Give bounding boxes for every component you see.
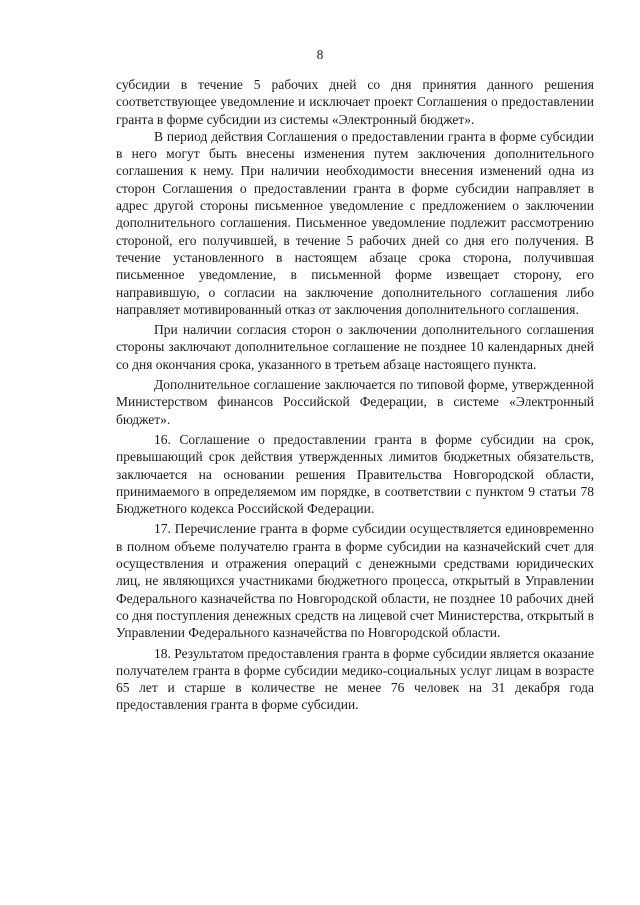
page-number: 8	[316, 47, 324, 62]
paragraph-item-16: 16. Соглашение о предоставлении гранта в форме субсидии на срок, превышающий срок действия утвержденных лимитов бюджетных обязательств, заключается на основании решения Правительства Новгородской области, принимаемого в определяемом им порядке, в соответствии с пунктом 9 статьи 78 Бюджетного кодекса Российской Федерации.	[116, 431, 594, 517]
paragraph-item-17: 17. Перечисление гранта в форме субсидии осуществляется единовременно в полном объеме получателю гранта в форме субсидии на казначейский счет для осуществления и отражения операций с денежными средствами юридических лиц, не являющихся участниками бюджетного процесса, открытый в Управлении Федерального казначейства по Новгородской области, не позднее 10 рабочих дней со дня поступления денежных средств на лицевой счет Министерства, открытый в Управлении Федерального казначейства по Новгородской области.	[116, 521, 594, 641]
document-body	[116, 76, 594, 714]
paragraph-item-18: 18. Результатом предоставления гранта в форме субсидии является оказание получателем гранта в форме субсидии медико-социальных услуг лицам в возрасте 65 лет и старше в количестве не менее 76 человек на 31 декабря года предоставления гранта в форме субсидии.	[116, 645, 594, 713]
paragraph-continuation: субсидии в течение 5 рабочих дней со дня принятия данного решения соответствующее уведомление и исключает проект Соглашения о предоставлении гранта в форме субсидии из системы «Электронный бюджет».	[116, 77, 594, 127]
paragraph-parties-consent: При наличии согласия сторон о заключении дополнительного соглашения стороны заключают дополнительное соглашение не позднее 10 календарных дней со дня окончания срока, указанного в третьем абзаце настоящего пункта.	[116, 322, 594, 372]
paragraph-standard-form: Дополнительное соглашение заключается по типовой форме, утвержденной Министерством финансов Российской Федерации, в системе «Электронный бюджет».	[116, 377, 594, 427]
paragraph-amendment-period: В период действия Соглашения о предоставлении гранта в форме субсидии в него могут быть внесены изменения путем заключения дополнительного соглашения к нему. При наличии необходимости внесения изменений одна из сторон Соглашения о предоставлении гранта в форме субсидии направляет в адрес другой стороны письменное уведомление с предложением о заключении дополнительного соглашения. Письменное уведомление подлежит рассмотрению стороной, его получившей, в течение 5 рабочих дней со дня его получения. В течение установленного в настоящем абзаце срока сторона, получившая письменное уведомление, в письменной форме извещает сторону, его направившую, о согласии на заключение дополнительного соглашения либо направляет мотивированный отказ от заключения дополнительного соглашения.	[116, 128, 594, 317]
